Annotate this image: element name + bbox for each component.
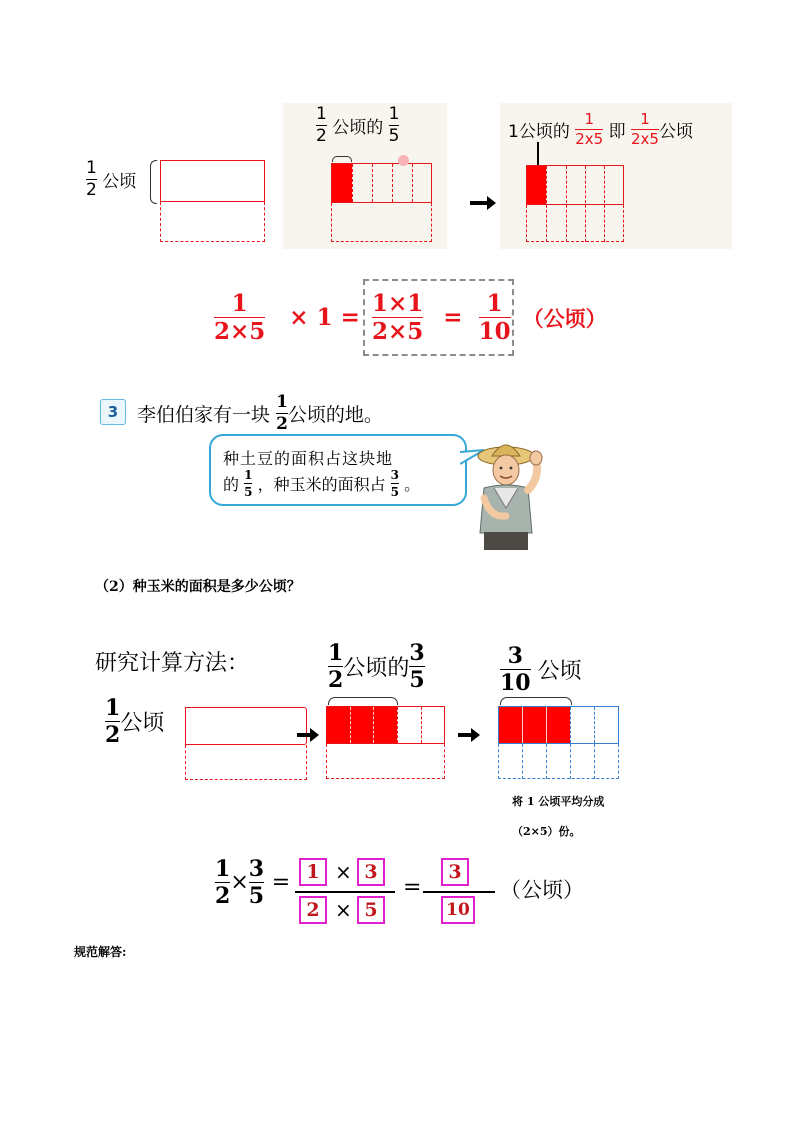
result-numerator-box[interactable]: 3 — [441, 858, 469, 886]
denominator-box-2[interactable]: 5 — [357, 896, 385, 924]
equation-1: $\frac{1}{2\times 5}$ × 1 = — [214, 290, 360, 345]
equation-2-result — [423, 858, 495, 924]
numerator-box-2[interactable]: 3 — [357, 858, 385, 886]
tenth-fill — [527, 166, 546, 204]
equation-2-box-fraction: 1 × 3 2 × 5 — [295, 858, 395, 924]
method-half-of-label: $\frac{1}{2}$ 公顷的 $\frac{3}{5}$ — [328, 640, 425, 693]
fifth-fill — [332, 164, 352, 202]
equation-1-right: $\frac{1\times 1}{2\times 5}$ = $\frac{1}{10}$ （公顷） — [372, 290, 607, 345]
bubble-line-2: 的 $\frac{1}{5}$ ，种玉米的面积占 $\frac{3}{5}$ 。 — [223, 468, 421, 499]
method-three-fifths-fill — [327, 707, 397, 743]
half-label: $\frac{1}{2}$ 公顷 — [86, 158, 137, 200]
other-half-rect-2 — [331, 203, 432, 242]
half-of-fifth-label: $\frac{1}{2}$ 公顷的 $\frac{1}{5}$ — [316, 104, 400, 146]
arrow-2 — [470, 201, 488, 205]
brace — [150, 160, 157, 204]
method-three-tenths-fill — [499, 707, 570, 743]
equation-2-left: $\frac{1}{2}$ × $\frac{3}{5}$ = — [215, 856, 291, 909]
half-fraction: $\frac{1}{2}$ — [86, 158, 97, 200]
problem-text: 李伯伯家有一块 $\frac{1}{2}$ 公顷的地。 — [137, 392, 383, 434]
method-other-half-1 — [185, 745, 307, 780]
method-title: 研究计算方法： — [95, 651, 250, 676]
method-brace-2 — [500, 697, 572, 705]
problem-number-badge: 3 — [100, 399, 126, 425]
equation-2-unit: （公顷） — [500, 878, 584, 902]
method-note-2: （2×5）份。 — [512, 825, 581, 838]
other-half-rect-3 — [526, 205, 624, 242]
numerator-box-1[interactable]: 1 — [299, 858, 327, 886]
method-brace-1 — [328, 697, 398, 705]
small-brace — [332, 156, 352, 162]
method-three-tenths-label: $\frac{3}{10}$ 公顷 — [500, 643, 582, 696]
half-rect — [160, 160, 265, 202]
result-denominator-box[interactable]: 10 — [441, 896, 475, 924]
method-arrow-2 — [458, 733, 472, 737]
equation-2-eq: = — [403, 875, 422, 900]
answer-label: 规范解答: — [74, 945, 127, 959]
method-half-label: $\frac{1}{2}$ 公顷 — [105, 695, 165, 748]
method-arrow-1 — [297, 733, 311, 737]
bubble-line-1: 种土豆的面积占这块地 — [223, 449, 394, 468]
method-half-rect — [185, 707, 307, 745]
method-other-half-2 — [326, 744, 445, 779]
highlight-dot — [398, 155, 409, 166]
denominator-box-1[interactable]: 2 — [299, 896, 327, 924]
question-2: （2）种玉米的面积是多少公顷？ — [95, 579, 301, 595]
farmer-illustration — [470, 438, 545, 553]
one-tenth-label: 1公顷的 $\frac{1}{2x5}$ 即 $\frac{1}{2x5}$ 公顷 — [508, 110, 693, 148]
method-note-1: 将 1 公顷平均分成 — [512, 795, 605, 808]
other-half-rect — [160, 202, 265, 242]
method-bottom-grid — [498, 744, 619, 779]
speech-bubble — [209, 434, 467, 506]
